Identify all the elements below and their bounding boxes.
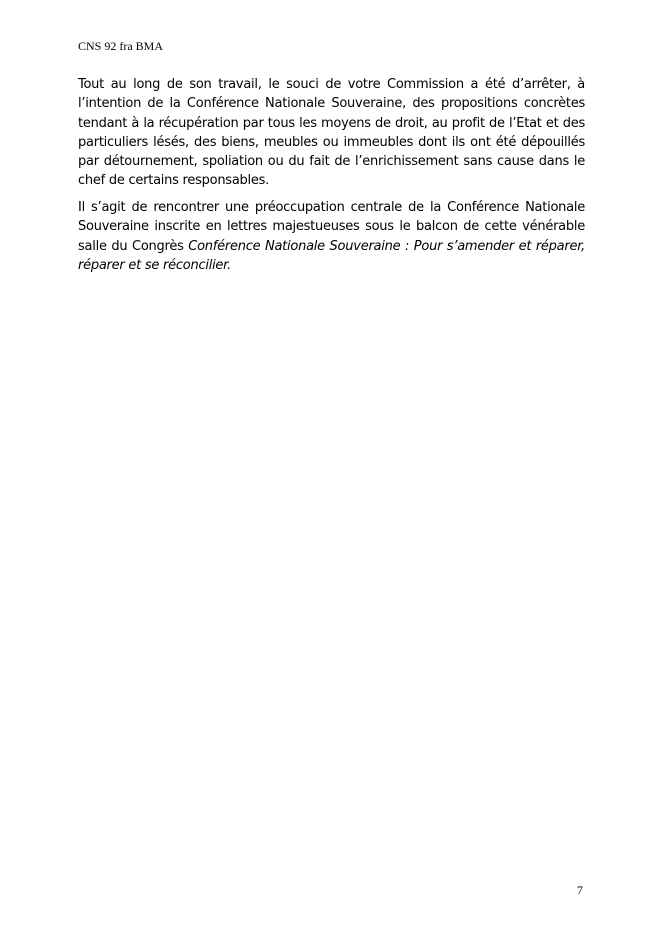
page-number: 7: [577, 883, 583, 897]
paragraph-commission-objective: Tout au long de son travail, le souci de votre Commission a été d’arrêter, à l’intention de la Conférence Nationale Souveraine, des propositions concrètes tendant à la récupération par tous les moyens de droit, au profit de l’Etat et des particuliers lésés, des biens, meubles ou immeubles dont ils ont été dépouillés par détournement, spoliation ou du fait de l’enrichissement sans cause dans le chef de certains responsables.: [78, 77, 585, 189]
balcony-inscription-quote: Conférence Nationale Souveraine : Pour s’amender et réparer, réparer et se réconcilier.: [78, 238, 586, 273]
running-header: CNS 92 fra BMA: [78, 39, 164, 53]
paragraph-central-concern-text: Il s’agit de rencontrer une préoccupation centrale de la Conférence Nationale Souveraine inscrite en lettres majestueuses sous le balcon de cette vénérable salle du Congrès: [78, 200, 585, 254]
paragraph-central-concern: [78, 198, 585, 275]
